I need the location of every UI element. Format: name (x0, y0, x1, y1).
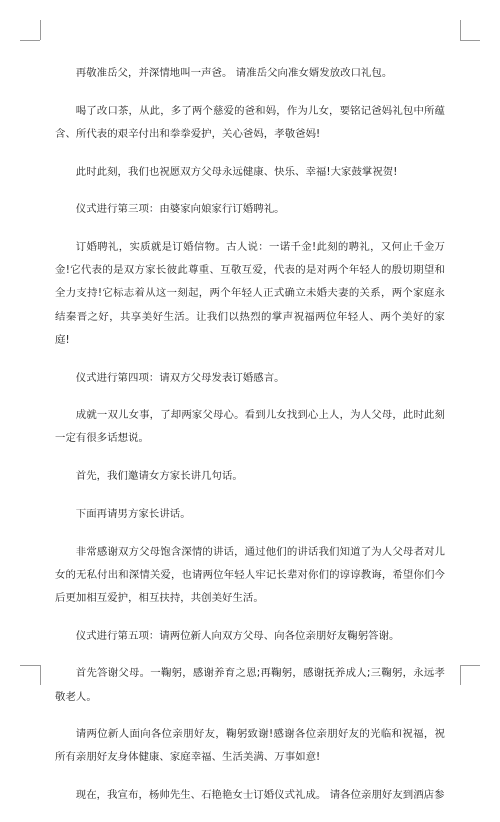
paragraph: 再敬准岳父，并深情地叫一声爸。 请准岳父向准女婿发放改口礼包。 (75, 67, 393, 79)
crop-mark-top-right-vertical (460, 20, 461, 40)
paragraph: 非常感谢双方父母饱含深情的讲话，通过他们的讲话我们知道了为人父母者对儿女的无私付出和深情关爱，也请两位年轻人牢记长辈对你们的谆谆教诲，希望你们今后更加相互爱护，相互扶持，共创美好生活。 (55, 545, 445, 604)
paragraph: 订婚聘礼，实质就是订婚信物。古人说：一诺千金!此刻的聘礼，又何止千金万金!它代表的是双方家长彼此尊重、互敬互爱，代表的是对两个年轻人的殷切期望和全力支持!它标志着从这一刻起，两个年轻人正式确立未婚夫妻的关系，两个家庭永结秦晋之好，共享美好生活。让我们以热烈的掌声祝福两位年轻人、两个美好的家庭! (55, 241, 445, 346)
paragraph: 首先，我们邀请女方家长讲几句话。 (75, 470, 243, 483)
crop-mark-bottom-left-vertical (40, 665, 41, 685)
paragraph: 成就一双儿女事，了却两家父母心。看到儿女找到心上人，为人父母，此时此刻一定有很多话想说。 (55, 409, 445, 445)
paragraph: 现在，我宣布，杨帅先生、石艳艳女士订婚仪式礼成。 请各位亲朋好友到酒店参 (75, 789, 445, 802)
crop-mark-bottom-left-horizontal (20, 665, 40, 666)
document-body (55, 62, 445, 822)
crop-mark-bottom-right-horizontal (460, 665, 480, 666)
paragraph: 仪式进行第四项：请双方父母发表订婚感言。 (75, 371, 285, 384)
paragraph: 首先答谢父母。一鞠躬，感谢养育之恩;再鞠躬，感谢抚养成人;三鞠躬，永远孝敬老人。 (55, 667, 445, 703)
crop-mark-top-left-horizontal (20, 40, 40, 41)
paragraph: 此时此刻，我们也祝愿双方父母永远健康、快乐、幸福!大家鼓掌祝贺! (75, 165, 398, 178)
paragraph: 下面再请男方家长讲话。 (75, 507, 191, 520)
paragraph: 喝了改口茶，从此，多了两个慈爱的爸和妈，作为儿女，要铭记爸妈礼包中所蕴含、所代表的艰辛付出和拳拳爱护，关心爸妈，孝敬爸妈! (55, 104, 445, 140)
crop-mark-bottom-right-vertical (460, 665, 461, 685)
paragraph: 仪式进行第五项：请两位新人向双方父母、向各位亲朋好友鞠躬答谢。 (75, 629, 400, 642)
paragraph: 仪式进行第三项：由婆家向娘家行订婚聘礼。 (75, 203, 285, 216)
paragraph: 请两位新人面向各位亲朋好友，鞠躬致谢!感谢各位亲朋好友的光临和祝福，祝所有亲朋好友身体健康、家庭幸福、生活美满、万事如意! (55, 728, 445, 764)
crop-mark-top-right-horizontal (460, 40, 480, 41)
crop-mark-top-left-vertical (40, 20, 41, 40)
